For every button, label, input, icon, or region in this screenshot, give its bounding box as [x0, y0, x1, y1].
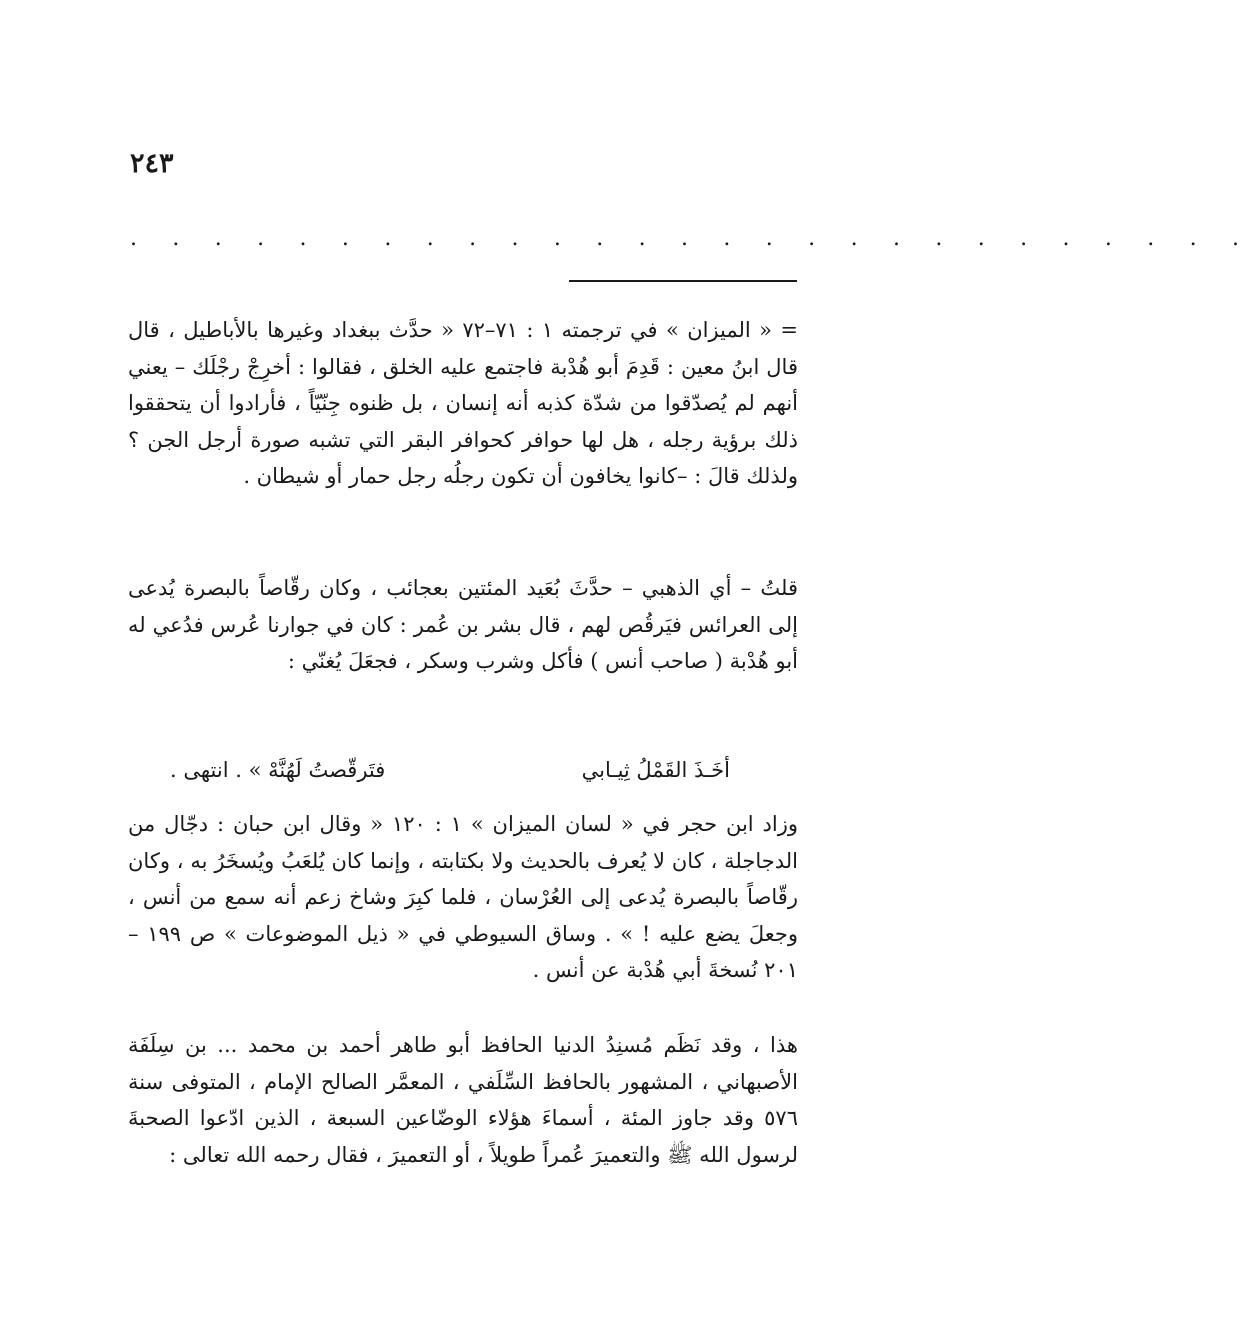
dotted-separator: . . . . . . . . . . . . . . . . . . . . . . . . . . . — [130, 226, 1253, 251]
paragraph-silafi: هذا ، وقد نَظَم مُسنِدُ الدنيا الحافظ أبو طاهر أحمد بن محمد ... بن سِلَفَة الأصبهاني ، المشهور بالحافظ السِّلَفي ، المعمَّر الصالح الإمام ، المتوفى سنة ٥٧٦ وقد جاوز المئة ، أسماءَ هؤلاء الوضّاعين السبعة ، الذين ادّعوا الصحبةَ لرسول الله ﷺ والتعميرَ عُمراً طويلاً ، أو التعميرَ ، فقال رحمه الله تعالى : — [128, 1033, 798, 1167]
paragraph-dhahabi: قلتُ – أي الذهبي – حدَّثَ بُعَيد المئتين بعجائب ، وكان رقّاصاً بالبصرة يُدعى إلى العرائس فيَرقُص لهم ، قال بشر بن عُمر : كان في جوارنا عُرس فدُعي له أبو هُدْبة ( صاحب أنس ) فأكل وشرب وسكر ، فجعَلَ يُغنّي : — [128, 576, 798, 674]
paragraph-ibn-hajar: وزاد ابن حجر في « لسان الميزان » ١ : ١٢٠ « وقال ابن حبان : دجّال من الدجاجلة ، كان لا يُعرف بالحديث ولا بكتابته ، وإنما كان يُلعَبُ ويُسخَرُ به ، وكان رقّاصاً بالبصرة يُدعى إلى العُرْسان ، فلما كبِرَ وشاخ زعم أنه سمع من أنس ، وجعلَ يضع عليه ! » . وساق السيوطي في « ذيل الموضوعات » ص ١٩٩ – ٢٠١ نُسخةَ أبي هُدْبة عن أنس . — [128, 812, 798, 983]
verse-second-hemistich: فتَرقّصتُ لَهُنَّهْ » . انتهى . — [170, 758, 386, 782]
page-number: ٢٤٣ — [130, 148, 174, 179]
verse-line — [170, 752, 730, 788]
paragraph-mizan: = « الميزان » في ترجمته ١ : ٧١–٧٢ « حدَّث ببغداد وغيرها بالأباطيل ، قال قال ابنُ معين : قَدِمَ أبو هُدْبة فاجتمع عليه الخلق ، فقالوا : أخرِجْ رجْلَك – يعني أنهم لم يُصدّقوا من شدّة كذبه أنه إنسان ، بل ظنوه جِنّيّاً ، فأرادوا أن يتحققوا ذلك برؤية رجله ، هل لها حوافر كحوافر البقر التي تشبه صورة أرجل الجن ؟ ولذلك قالَ : –كانوا يخافون أن تكون رجلُه رجل حمار أو شيطان . — [128, 318, 798, 489]
footnote-rule — [569, 280, 797, 282]
verse-first-hemistich: أخَـذَ القَمْلُ ثِيـابي — [581, 758, 730, 782]
